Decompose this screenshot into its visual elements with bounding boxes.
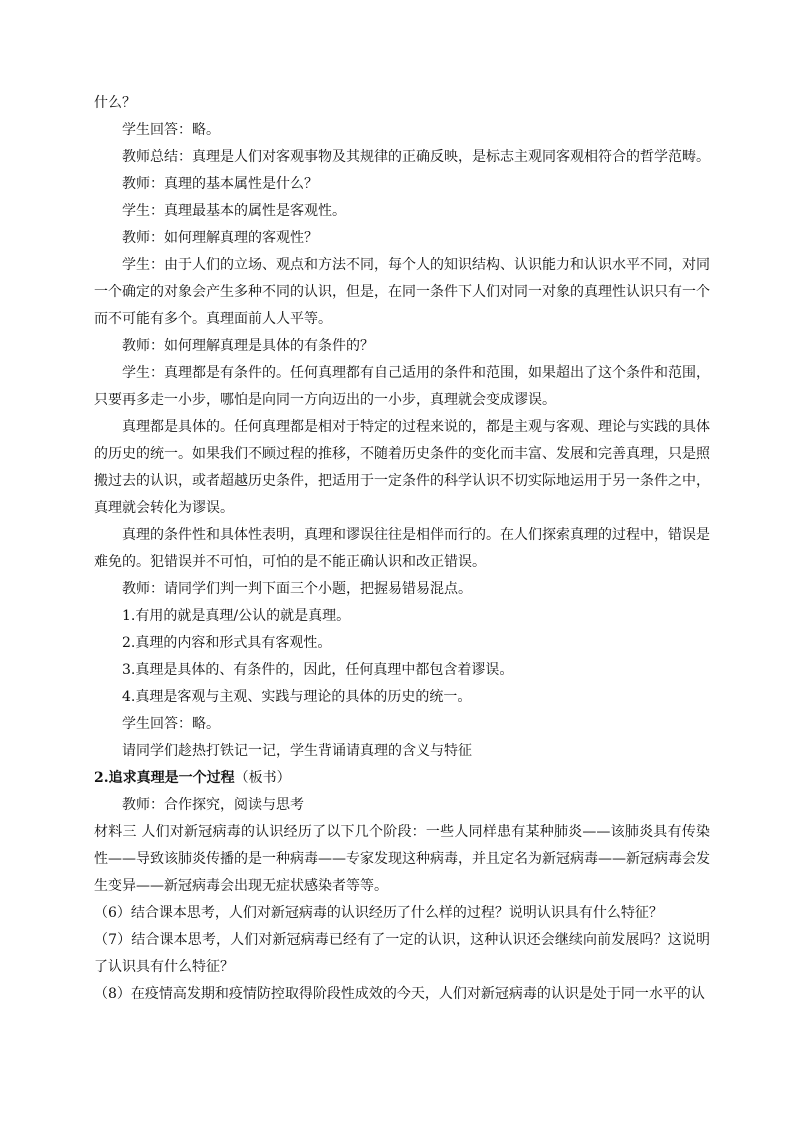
body-paragraph: 真理的条件性和具体性表明，真理和谬误往往是相伴而行的。在人们探索真理的过程中，错误是难免的。犯错误并不可怕，可怕的是不能正确认识和改正错误。 [94,527,710,570]
teacher-instruction: 教师：请同学们判一判下面三个小题，把握易错易混点。 [122,581,472,597]
quiz-item: 4.真理是客观与主观、实践与理论的具体的历史的统一。 [122,689,472,705]
teacher-instruction: 教师：合作探究，阅读与思考 [122,797,304,813]
discussion-question: （6）结合课本思考，人们对新冠病毒的认识经历了什么样的过程？说明认识具有什么特征？ [94,905,663,921]
quiz-item: 2.真理的内容和形式具有客观性。 [122,635,332,651]
teacher-question: 教师：真理的基本属性是什么？ [122,176,318,192]
material-paragraph: 材料三 人们对新冠病毒的认识经历了以下几个阶段：一些人同样患有某种肺炎——该肺炎具有传染性——导致该肺炎传播的是一种病毒——专家发现这种病毒，并且定名为新冠病毒——新冠病毒会发生变异——新冠病毒会出现无症状感染者等等。 [94,824,710,894]
student-paragraph: 学生：由于人们的立场、观点和方法不同，每个人的知识结构、认识能力和认识水平不同，对同一个确定的对象会产生多种不同的认识，但是，在同一条件下人们对同一对象的真理性认识只有一个而不可能有多个。真理面前人人平等。 [94,257,710,327]
document-page [94,90,710,1008]
instruction-line: 请同学们趁热打铁记一记，学生背诵请真理的含义与特征 [122,743,472,759]
teacher-question: 教师：如何理解真理是具体的有条件的？ [122,338,374,354]
discussion-question: （8）在疫情高发期和疫情防控取得阶段性成效的今天，人们对新冠病毒的认识是处于同一水平的认 [94,986,705,1002]
body-paragraph: 真理都是具体的。任何真理都是相对于特定的过程来说的，都是主观与客观、理论与实践的具体的历史的统一。如果我们不顾过程的推移，不随着历史条件的变化而丰富、发展和完善真理，只是照搬过去的认识，或者超越历史条件，把适用于一定条件的科学认识不切实际地运用于另一条件之中，真理就会转化为谬误。 [94,419,710,516]
text-line: 什么？ [94,95,136,111]
section-heading-note: （板书） [234,770,291,786]
teacher-summary: 教师总结：真理是人们对客观事物及其规律的正确反映，是标志主观同客观相符合的哲学范畴。 [122,149,710,165]
quiz-item: 3.真理是具体的、有条件的，因此，任何真理中都包含着谬误。 [122,662,514,678]
student-paragraph: 学生：真理都是有条件的。任何真理都有自己适用的条件和范围，如果超出了这个条件和范围，只要再多走一小步，哪怕是向同一方向迈出的一小步，真理就会变成谬误。 [94,365,710,408]
section-heading [94,765,710,792]
discussion-question: （7）结合课本思考，人们对新冠病毒已经有了一定的认识，这种认识还会继续向前发展吗？这说明了认识具有什么特征？ [94,932,710,975]
student-answer: 学生：真理最基本的属性是客观性。 [122,203,346,219]
student-answer: 学生回答：略。 [122,716,220,732]
student-answer: 学生回答：略。 [122,122,220,138]
teacher-question: 教师：如何理解真理的客观性？ [122,230,318,246]
section-heading-text: 2.追求真理是一个过程 [94,770,235,786]
quiz-item: 1.有用的就是真理/公认的就是真理。 [122,608,351,624]
